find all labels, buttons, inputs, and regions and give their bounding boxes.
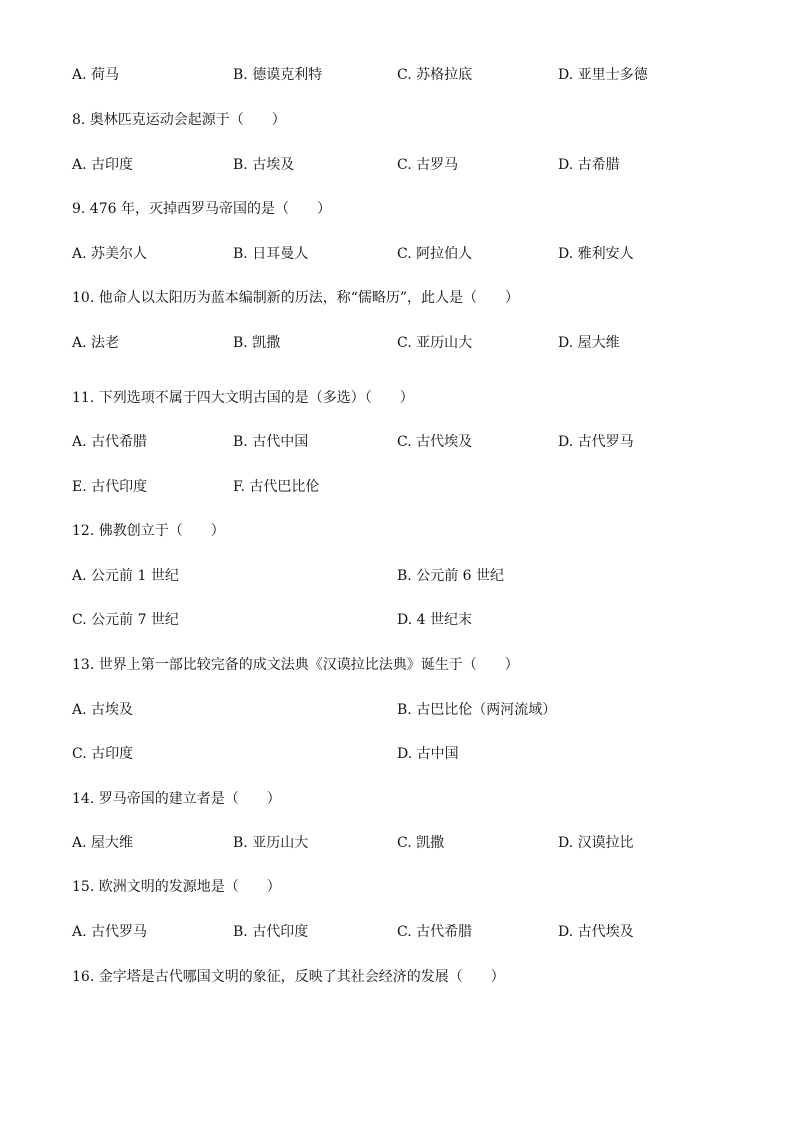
- q10-option-c[interactable]: C. 亚历山大: [397, 335, 473, 351]
- q9-option-b[interactable]: B. 日耳曼人: [233, 246, 309, 262]
- q11-option-b[interactable]: B. 古代中国: [233, 434, 309, 450]
- q12-stem: [72, 520, 732, 542]
- q8-question-text: 8. 奥林匹克运动会起源于（ ）: [72, 112, 286, 128]
- q11-stem: [72, 387, 732, 409]
- q9-question-text: 9. 476 年，灭掉西罗马帝国的是（ ）: [72, 201, 331, 217]
- q13-question-text: 13. 世界上第一部比较完备的成文法典《汉谟拉比法典》诞生于（ ）: [72, 657, 519, 673]
- q15-option-d[interactable]: D. 古代埃及: [558, 924, 634, 940]
- q9-stem: [72, 198, 732, 220]
- q15-question-text: 15. 欧洲文明的发源地是（ ）: [72, 879, 281, 895]
- q13-option-a[interactable]: A. 古埃及: [72, 702, 134, 718]
- q9-option-c[interactable]: C. 阿拉伯人: [397, 246, 473, 262]
- q14-question-text: 14. 罗马帝国的建立者是（ ）: [72, 791, 281, 807]
- q10-option-d[interactable]: D. 屋大维: [558, 335, 620, 351]
- q12-options-row-2: [72, 609, 732, 631]
- q13-option-d[interactable]: D. 古中国: [397, 746, 459, 762]
- q11-option-e[interactable]: E. 古代印度: [72, 479, 148, 495]
- q8-option-a[interactable]: A. 古印度: [72, 157, 134, 173]
- q13-option-c[interactable]: C. 古印度: [72, 746, 134, 762]
- q9-option-a[interactable]: A. 苏美尔人: [72, 246, 148, 262]
- q10-stem: [72, 287, 732, 309]
- q11-question-text: 11. 下列选项不属于四大文明古国的是（多选）（ ）: [72, 390, 414, 406]
- q12-option-d[interactable]: D. 4 世纪末: [397, 612, 472, 628]
- q8-option-b[interactable]: B. 古埃及: [233, 157, 295, 173]
- q8-option-c[interactable]: C. 古罗马: [397, 157, 459, 173]
- q7-option-c[interactable]: C. 苏格拉底: [397, 67, 473, 83]
- q16-stem: [72, 966, 732, 988]
- q15-option-b[interactable]: B. 古代印度: [233, 924, 309, 940]
- q8-options-row: [72, 154, 732, 176]
- q14-option-c[interactable]: C. 凯撒: [397, 835, 445, 851]
- q12-question-text: 12. 佛教创立于（ ）: [72, 523, 225, 539]
- q7-option-a[interactable]: A. 荷马: [72, 67, 120, 83]
- q14-options-row: [72, 832, 732, 854]
- q8-option-d[interactable]: D. 古希腊: [558, 157, 620, 173]
- q12-options-row-1: [72, 565, 732, 587]
- q12-option-c[interactable]: C. 公元前 7 世纪: [72, 612, 179, 628]
- q11-option-d[interactable]: D. 古代罗马: [558, 434, 634, 450]
- q7-option-d[interactable]: D. 亚里士多德: [558, 67, 648, 83]
- q14-option-d[interactable]: D. 汉谟拉比: [558, 835, 634, 851]
- q10-option-a[interactable]: A. 法老: [72, 335, 120, 351]
- q15-option-a[interactable]: A. 古代罗马: [72, 924, 148, 940]
- q10-options-row: [72, 332, 732, 354]
- q13-options-row-2: [72, 743, 732, 765]
- q11-option-a[interactable]: A. 古代希腊: [72, 434, 148, 450]
- q10-option-b[interactable]: B. 凯撒: [233, 335, 281, 351]
- q14-option-a[interactable]: A. 屋大维: [72, 835, 134, 851]
- q12-option-a[interactable]: A. 公元前 1 世纪: [72, 568, 179, 584]
- q12-option-b[interactable]: B. 公元前 6 世纪: [397, 568, 504, 584]
- q16-question-text: 16. 金字塔是古代哪国文明的象征，反映了其社会经济的发展（ ）: [72, 969, 505, 985]
- q13-stem: [72, 654, 732, 676]
- q9-option-d[interactable]: D. 雅利安人: [558, 246, 634, 262]
- q11-option-c[interactable]: C. 古代埃及: [397, 434, 473, 450]
- q11-options-row-2: [72, 476, 732, 498]
- q11-options-row-1: [72, 431, 732, 453]
- q11-option-f[interactable]: F. 古代巴比伦: [233, 479, 320, 495]
- q7-options-row: [72, 64, 732, 86]
- q15-options-row: [72, 921, 732, 943]
- q15-option-c[interactable]: C. 古代希腊: [397, 924, 473, 940]
- q15-stem: [72, 876, 732, 898]
- q7-option-b[interactable]: B. 德谟克利特: [233, 67, 323, 83]
- q14-stem: [72, 788, 732, 810]
- q8-stem: [72, 109, 732, 131]
- q9-options-row: [72, 243, 732, 265]
- q13-option-b[interactable]: B. 古巴比伦（两河流域）: [397, 702, 557, 718]
- q13-options-row-1: [72, 699, 732, 721]
- q14-option-b[interactable]: B. 亚历山大: [233, 835, 309, 851]
- q10-question-text: 10. 他命人以太阳历为蓝本编制新的历法，称“儒略历”，此人是（ ）: [72, 290, 520, 306]
